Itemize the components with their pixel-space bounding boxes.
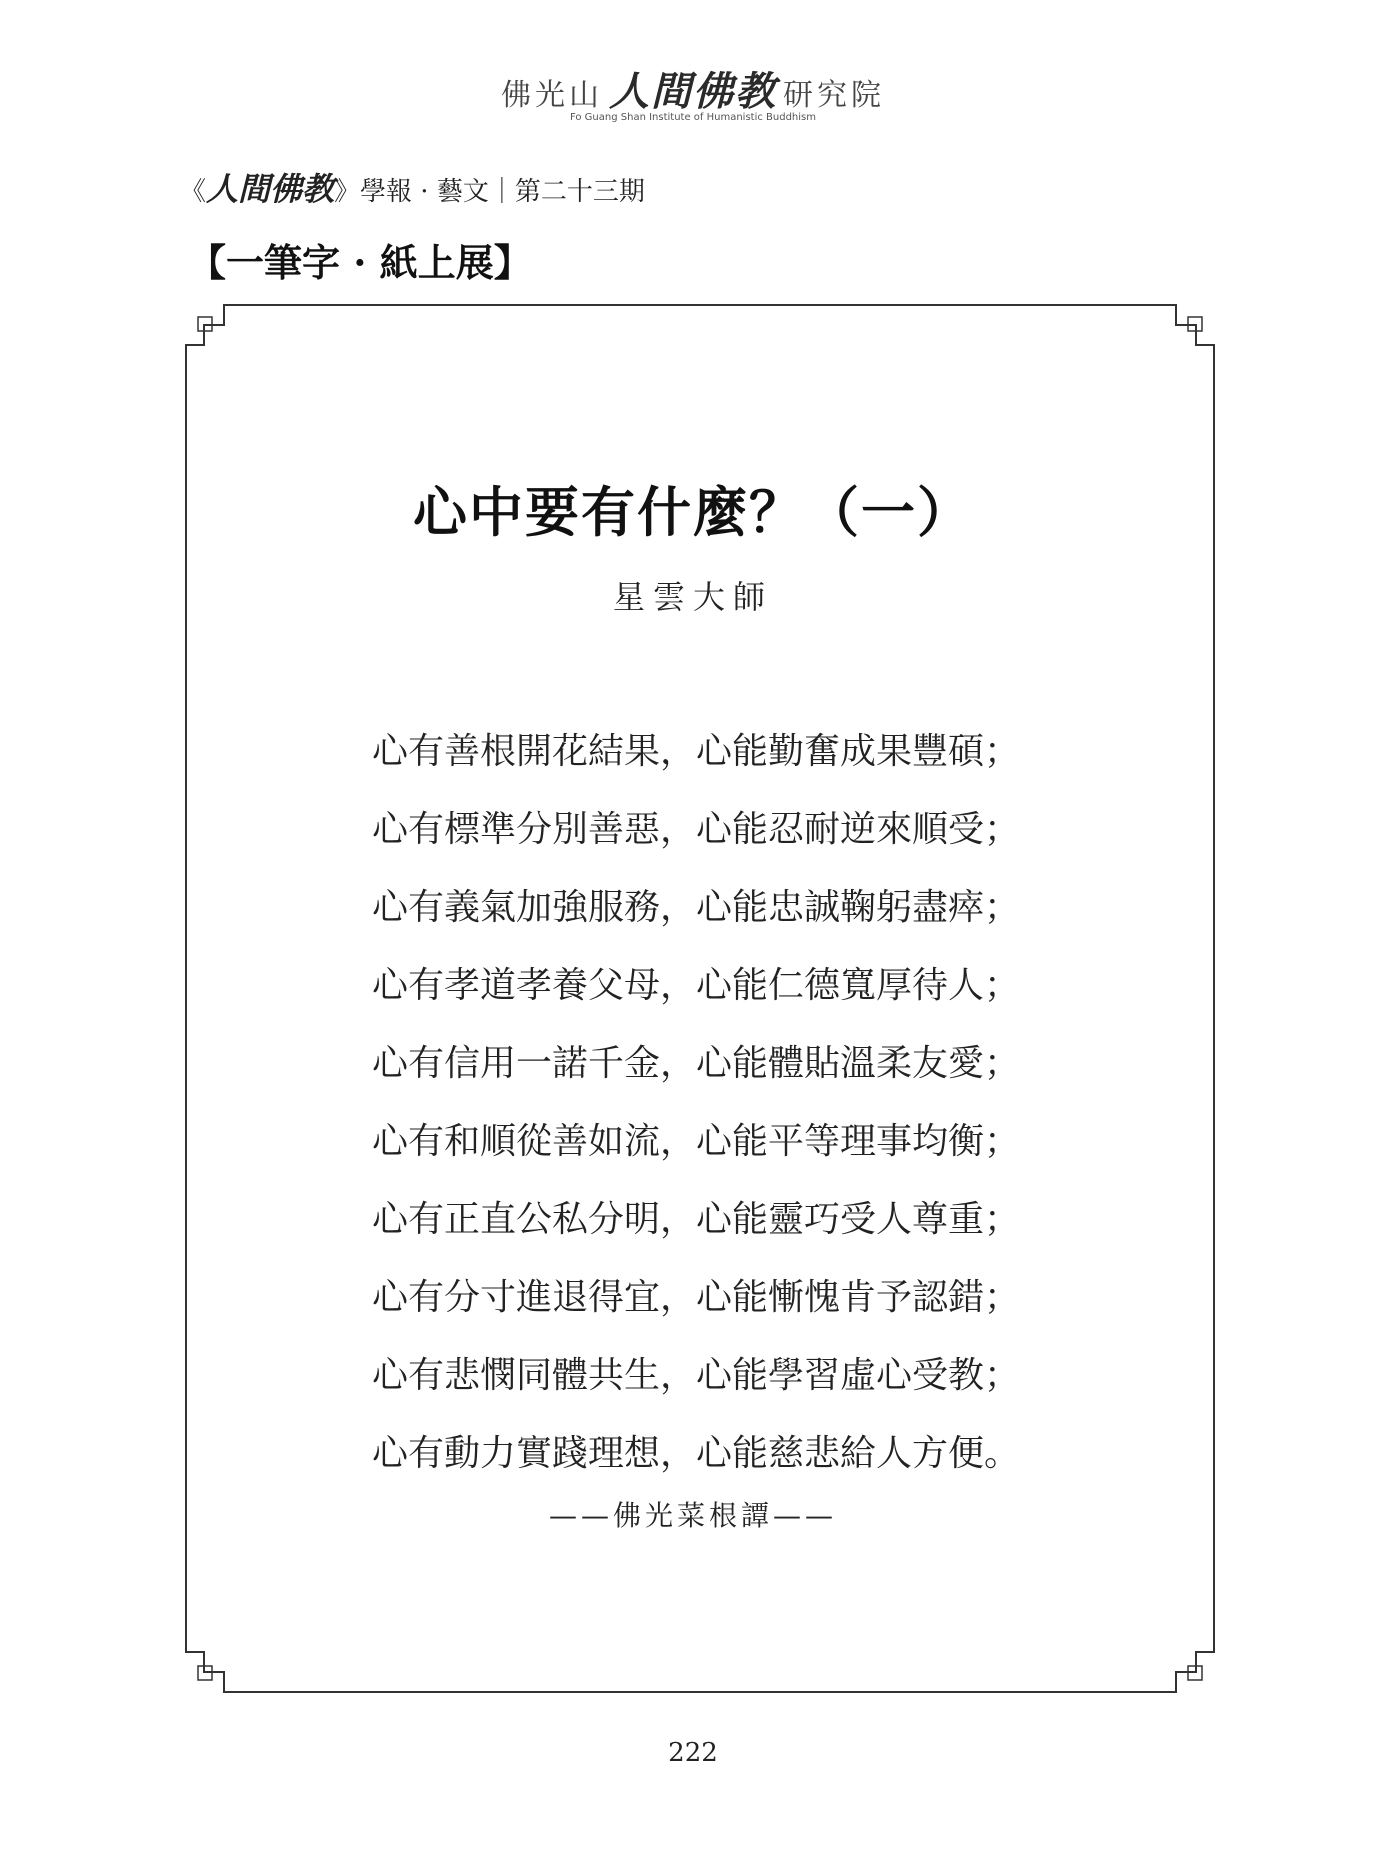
poem-line: 心有善根開花結果，心能勤奮成果豐碩；	[372, 731, 1021, 772]
poem-author: 星雲大師	[612, 578, 773, 616]
institute-prefix: 佛光山	[501, 78, 603, 113]
poem-source: ——佛光菜根譚——	[548, 1499, 837, 1532]
poem-line: 心有信用一諾千金，心能體貼溫柔友愛；	[372, 1043, 1021, 1084]
journal-name-calligraphy: 人間佛教	[206, 170, 335, 208]
poem-title: 心中要有什麼？（一）	[413, 480, 973, 544]
section-title: 【一筆字 · 紙上展】	[188, 240, 532, 285]
poem-line: 心有義氣加強服務，心能忠誠鞠躬盡瘁；	[372, 887, 1021, 928]
institute-calligraphy-logo: 人間佛教	[609, 68, 777, 115]
institute-suffix: 研究院	[783, 78, 885, 113]
journal-issue-info: 學報 · 藝文｜第二十三期	[360, 177, 645, 207]
poem-line: 心有標準分別善惡，心能忍耐逆來順受；	[372, 809, 1021, 850]
poem-body	[372, 728, 1020, 1508]
journal-close-bracket: 》	[334, 177, 361, 207]
poem-line: 心有孝道孝養父母，心能仁德寬厚待人；	[372, 965, 1021, 1006]
poem-line: 心有分寸進退得宜，心能慚愧肯予認錯；	[372, 1277, 1021, 1318]
institute-name	[0, 60, 1386, 117]
journal-header	[180, 164, 645, 210]
journal-open-bracket: 《	[180, 177, 207, 207]
page-number: 222	[668, 1738, 718, 1768]
poem-line: 心有和順從善如流，心能平等理事均衡；	[372, 1121, 1021, 1162]
poem-line: 心有悲憫同體共生，心能學習虛心受教；	[372, 1355, 1021, 1396]
poem-line: 心有動力實踐理想，心能慈悲給人方便。	[372, 1433, 1021, 1474]
poem-line: 心有正直公私分明，心能靈巧受人尊重；	[372, 1199, 1021, 1240]
institute-english-name: Fo Guang Shan Institute of Humanistic Buddhism	[569, 112, 816, 123]
